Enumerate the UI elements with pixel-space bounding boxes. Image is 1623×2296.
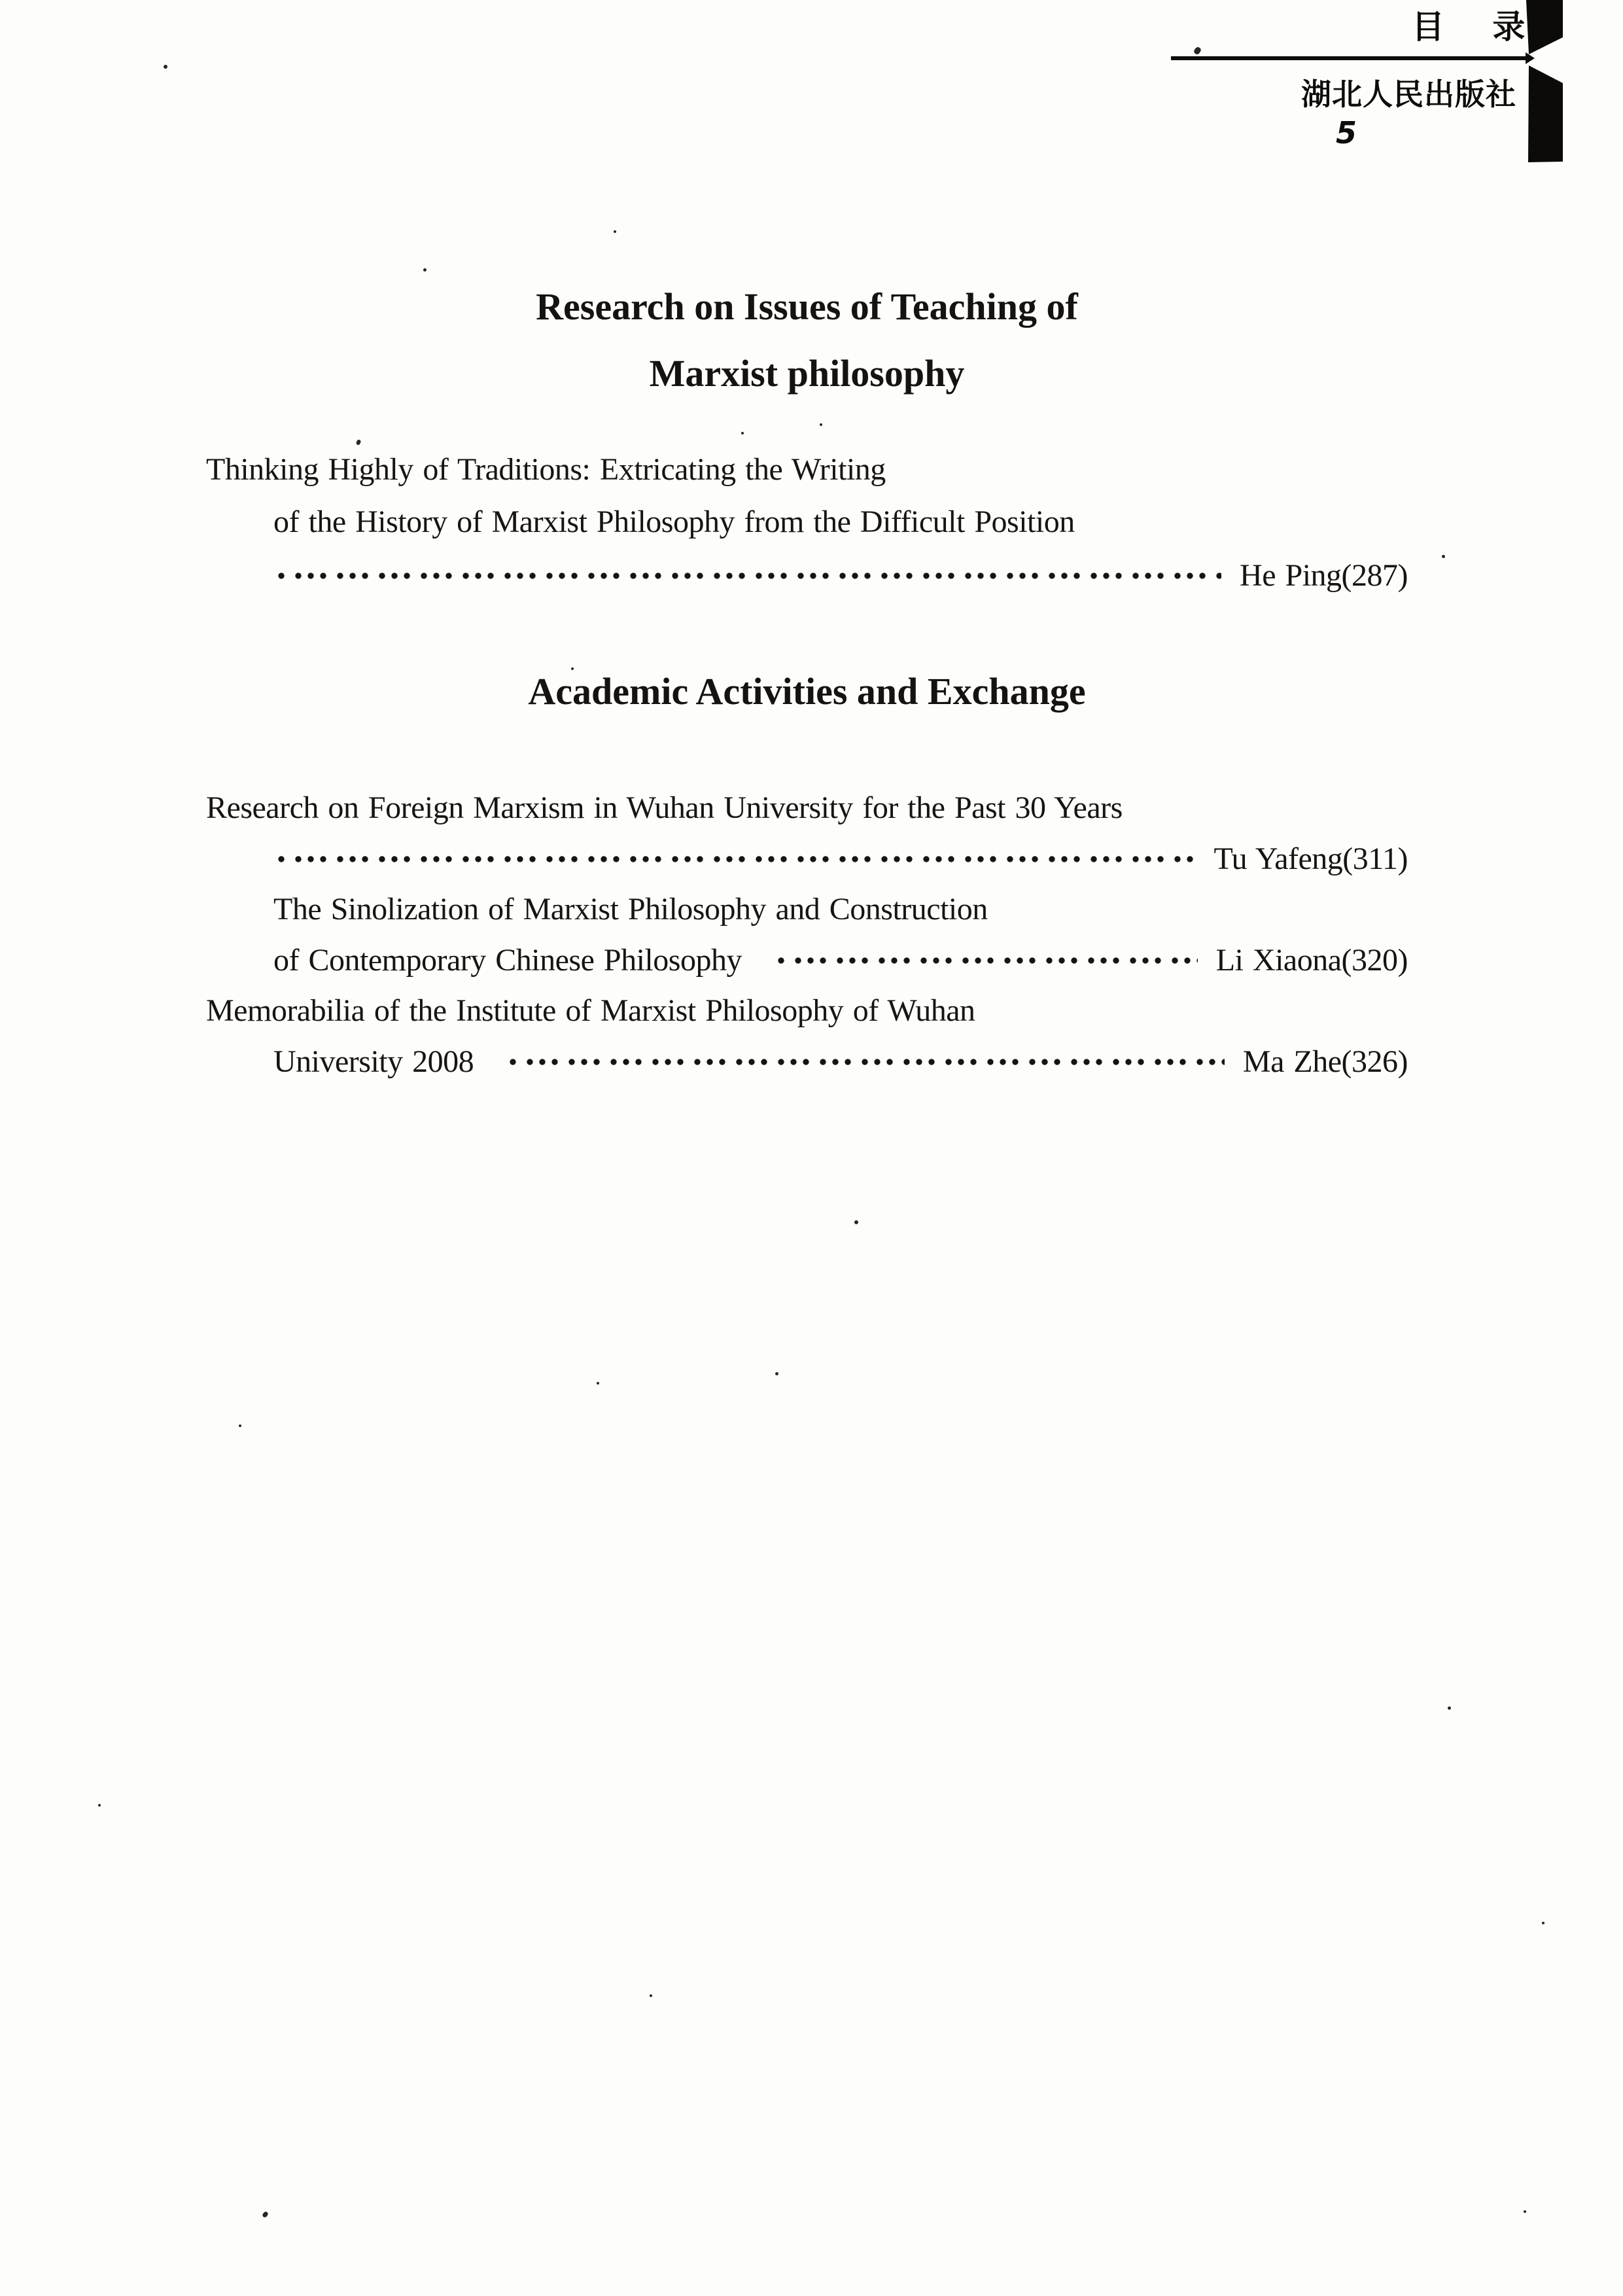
toc-entry-line: Memorabilia of the Institute of Marxist Philosophy of Wuhan	[206, 993, 975, 1028]
entry-author: Tu Yafeng(311)	[1213, 841, 1408, 876]
toc-entry-line: of the History of Marxist Philosophy from the Difficult Position	[273, 504, 1075, 539]
scan-speckle	[356, 439, 362, 446]
binding-tab-icon	[1524, 0, 1565, 165]
scan-speckle	[820, 423, 822, 426]
toc-entry-line: of Contemporary Chinese Philosophy	[273, 943, 742, 978]
toc-entry-line: The Sinolization of Marxist Philosophy and Construction	[273, 892, 988, 927]
scan-speckle	[614, 230, 616, 233]
publisher-name: 湖北人民出版社	[1301, 77, 1516, 112]
entry-author: Ma Zhe(326)	[1242, 1044, 1408, 1079]
dot-leader	[775, 941, 1198, 980]
scan-speckle	[571, 667, 574, 670]
toc-entry-leader-row	[275, 556, 1408, 595]
section-heading-line: Academic Activities and Exchange	[528, 670, 1086, 713]
scan-speckle	[164, 65, 167, 69]
scan-speckle	[775, 1372, 778, 1375]
scan-speckle	[423, 268, 427, 272]
dot-leader	[506, 1042, 1225, 1082]
scan-speckle	[98, 1804, 101, 1807]
scan-speckle	[1524, 2210, 1526, 2213]
scan-speckle	[1542, 1922, 1544, 1924]
toc-entry-leader-row	[275, 839, 1408, 879]
dot-leader	[275, 556, 1221, 595]
entry-author: He Ping(287)	[1240, 558, 1408, 593]
scan-speckle	[650, 1994, 652, 1997]
scan-speckle	[262, 2211, 269, 2218]
scan-speckle	[1442, 555, 1445, 558]
dot-leader	[275, 839, 1196, 879]
toc-label: 目 录	[1412, 8, 1526, 46]
toc-entry-line: Thinking Highly of Traditions: Extricating the Writing	[206, 452, 886, 487]
toc-entry-leader-row	[273, 941, 1408, 980]
toc-entry-line: Research on Foreign Marxism in Wuhan University for the Past 30 Years	[206, 790, 1123, 825]
page-number: 5	[1336, 115, 1357, 150]
header-rule	[1171, 56, 1529, 60]
scan-speckle	[597, 1382, 599, 1385]
scan-speckle	[239, 1424, 241, 1427]
toc-entry-leader-row	[273, 1042, 1408, 1082]
section-heading-line: Marxist philosophy	[649, 352, 965, 395]
scan-speckle	[1448, 1706, 1451, 1710]
section-heading-line: Research on Issues of Teaching of	[536, 285, 1078, 328]
entry-author: Li Xiaona(320)	[1215, 943, 1408, 978]
toc-entry-line: University 2008	[273, 1044, 474, 1079]
scan-speckle	[1193, 46, 1202, 55]
scan-speckle	[741, 432, 744, 434]
scan-speckle	[854, 1220, 858, 1224]
